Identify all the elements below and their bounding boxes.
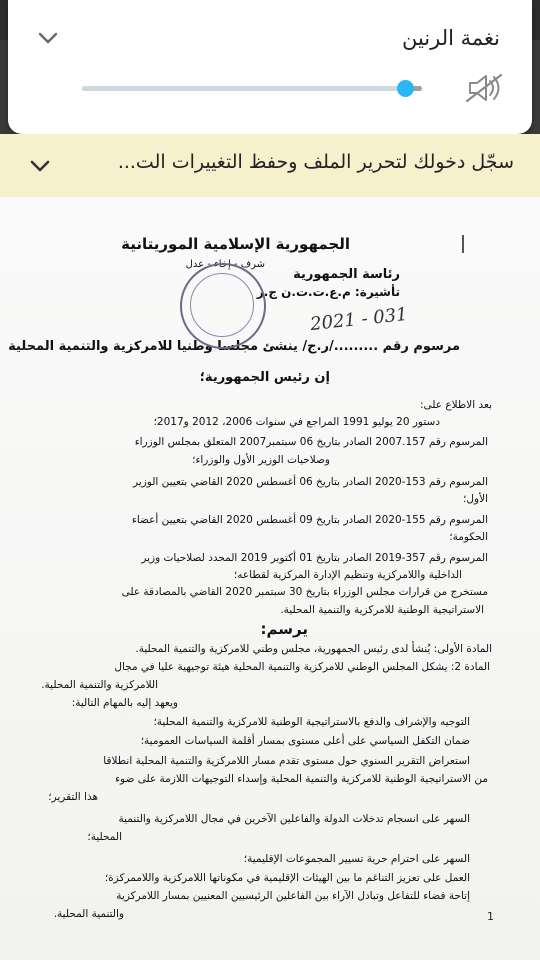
document-line: إن رئيس الجمهورية؛ [199,370,330,385]
document-line: بعد الاطلاع على: [420,399,492,411]
document-line: استعراض التقرير السنوي حول مستوى تقدم مسار اللامركزية والتنمية المحلية انطلاقا [103,755,470,767]
page-edge-mark [462,235,472,253]
document-line: يرسم: [260,620,308,638]
document-line: ضمان التكفل السياسي على أعلى مستوى بمسار أقلمة السياسات العمومية؛ [140,735,470,747]
document-line: الجمهورية الإسلامية الموريتانية [121,235,350,253]
volume-slider[interactable] [82,86,422,91]
document-line: المادة 2: يشكل المجلس الوطني للامركزية والتنمية المحلية هيئة توجيهية عليا في مجال [114,661,490,673]
document-line: الأول؛ [463,493,488,505]
document-line: السهر على انسجام تدخلات الدولة والفاعلين الآخرين في مجال اللامركزية والتنمية [118,813,470,825]
official-stamp [180,263,266,349]
document-line: إتاحة فضاء للتفاعل وتبادل الآراء بين الفاعلين الرئيسيين المعنيين بمسار اللامركزية [116,890,470,902]
document-line: السهر على احترام حرية تسيير المجموعات الإقليمية؛ [243,853,470,865]
volume-title: نغمة الرنين [401,26,500,50]
document-line: الحكومة؛ [449,531,488,543]
document-line: المرسوم رقم 153-2020 الصادر بتاريخ 06 أغسطس 2020 القاضي بتعيين الوزير [133,476,488,488]
document-line: شرف - إخاء - عدل [185,259,265,270]
document-line: من الاستراتيجية الوطنية للامركزية والتنمية المحلية وإسداء التوجيهات اللازمة على ضوء [115,773,488,785]
handwritten-number: 2021 - 031 [309,303,409,336]
document-line: التوجيه والإشراف والدفع بالاستراتيجية الوطنية للامركزية والتنمية المحلية؛ [153,716,470,728]
volume-panel [8,0,532,134]
document-line: تأشيرة: م.ع.ت.ت.ن ج.ر [256,285,400,299]
chevron-down-icon[interactable] [26,152,54,180]
document-line: ويعهد إليه بالمهام التالية: [71,697,178,709]
page-number: 1 [487,910,494,923]
signin-banner-text: سجّل دخولك لتحرير الملف وحفظ التغييرات الت... [117,151,514,173]
document-line: والتنمية المحلية. [53,908,124,920]
document-page [0,197,540,960]
document-line: المادة الأولى: يُنشأ لدى رئيس الجمهورية، مجلس وطني للامركزية والتنمية المحلية. [135,643,492,655]
document-line: مرسوم رقم ........./ر.ج/ ينشئ مجلسا وطنيا للامركزية والتنمية المحلية [8,339,460,354]
document-line: المرسوم رقم 357-2019 الصادر بتاريخ 01 أكتوبر 2019 المحدد لصلاحيات وزير [141,552,488,564]
volume-slider-fill [82,86,405,91]
document-line: اللامركزية والتنمية المحلية. [41,679,158,691]
document-line: المرسوم رقم 2007.157 الصادر بتاريخ 06 سبتمبر2007 المتعلق بمجلس الوزراء [134,436,488,448]
document-line: مستخرج من قرارات مجلس الوزراء بتاريخ 30 سبتمبر 2020 القاضي بالمصادقة على [121,586,488,598]
document-line: هذا التقرير؛ [48,791,98,803]
document-line: المرسوم رقم 155-2020 الصادر بتاريخ 09 أغسطس 2020 القاضي بتعيين أعضاء [131,514,488,526]
document-line: الداخلية واللامركزية وتنظيم الإدارة المركزية لقطاعه؛ [233,569,462,581]
document-line: المحلية؛ [87,831,122,843]
document-line: الاستراتيجية الوطنية للامركزية والتنمية المحلية. [280,604,484,616]
ringer-mute-icon[interactable] [464,72,504,104]
volume-slider-thumb[interactable] [397,80,414,97]
document-viewer[interactable] [0,197,540,960]
chevron-down-icon[interactable] [34,24,62,52]
document-line: رئاسة الجمهورية [293,267,400,282]
document-line: العمل على تعزيز التناغم ما بين الهيئات الإقليمية في مكوناتها اللامركزية واللاممركزة؛ [104,872,470,884]
document-line: وصلاحيات الوزير الأول والوزراء؛ [192,454,330,466]
signin-banner[interactable] [0,134,540,198]
document-line: دستور 20 يوليو 1991 المراجع في سنوات 2006، 2012 و2017؛ [153,416,440,428]
